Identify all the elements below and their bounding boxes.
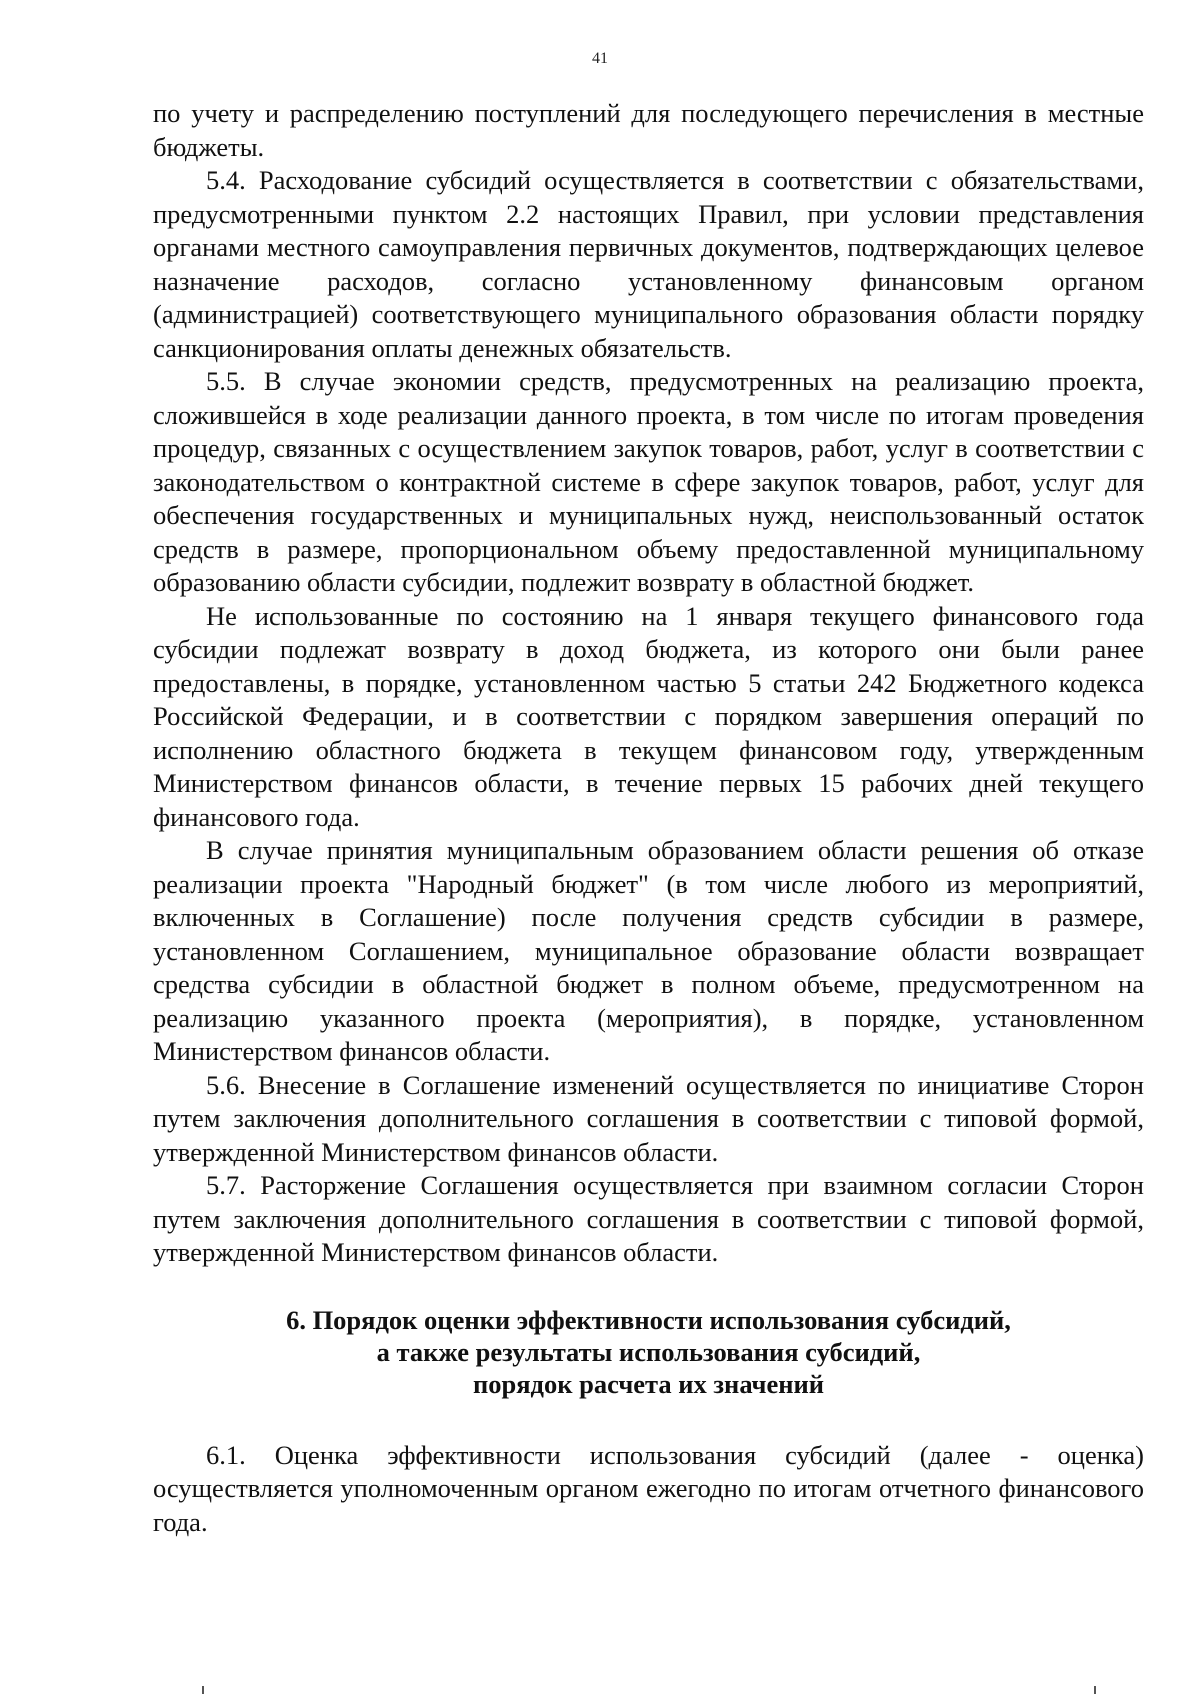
paragraph-continuation: по учету и распределению поступлений для последующего перечисления в местные бюджеты. [153, 98, 1144, 162]
paragraph-5-7: 5.7. Расторжение Соглашения осуществляется при взаимном согласии Сторон путем заключения дополнительного соглашения в соответствии с типовой формой, утвержденной Министерством финансов области. [153, 1170, 1144, 1267]
paragraph-5-4: 5.4. Расходование субсидий осуществляется в соответствии с обязательствами, предусмотренными пунктом 2.2 настоящих Правил, при условии представления органами местного самоуправления первичных документов, подтверждающих целевое назначение расходов, согласно установленному финансовым органом (администрацией) соответствующего муниципального образования области порядку санкционирования оплаты денежных обязательств. [153, 165, 1144, 363]
scan-mark-left [202, 1686, 204, 1694]
paragraph-6-1: 6.1. Оценка эффективности использования субсидий (далее - оценка) осуществляется уполномоченным органом ежегодно по итогам отчетного финансового года. [153, 1439, 1144, 1537]
document-body [153, 97, 1144, 1539]
page-number: 41 [592, 50, 608, 67]
paragraph-unused-subsidies: Не использованные по состоянию на 1 января текущего финансового года субсидии подлежат возврату в доход бюджета, из которого они были ранее предоставлены, в порядке, установленном частью 5 статьи 242 Бюджетного кодекса Российской Федерации, и в соответствии с порядком завершения операций по исполнению областного бюджета в текущем финансовом году, утвержденным Министерством финансов области, в течение первых 15 рабочих дней текущего финансового года. [153, 600, 1144, 832]
paragraph-5-6: 5.6. Внесение в Соглашение изменений осуществляется по инициативе Сторон путем заключения дополнительного соглашения в соответствии с типовой формой, утвержденной Министерством финансов области. [153, 1069, 1144, 1167]
paragraph-project-refusal: В случае принятия муниципальным образованием области решения об отказе реализации проекта "Народный бюджет" (в том числе любого из мероприятий, включенных в Соглашение) после получения средств субсидии в размере, установленном Соглашением, муниципальное образование области возвращает средства субсидии в областной бюджет в полном объеме, предусмотренном на реализацию указанного проекта (мероприятия), в порядке, установленном Министерством финансов области. [153, 835, 1144, 1066]
section-heading-line-2: а также результаты использования субсидий, [376, 1336, 921, 1367]
section-heading-line-3: порядок расчета их значений [472, 1368, 825, 1399]
section-heading-line-1: 6. Порядок оценки эффективности использования субсидий, [286, 1304, 1011, 1335]
paragraph-5-5: 5.5. В случае экономии средств, предусмотренных на реализацию проекта, сложившейся в ходе реализации данного проекта, в том числе по итогам проведения процедур, связанных с осуществлением закупок товаров, работ, услуг в соответствии с законодательством о контрактной системе в сфере закупок товаров, работ, услуг для обеспечения государственных и муниципальных нужд, неиспользованный остаток средств в размере, пропорциональном объему предоставленной муниципальному образованию области субсидии, подлежит возврату в областной бюджет. [153, 366, 1144, 597]
section-heading [153, 1304, 1144, 1400]
scan-mark-right [1094, 1686, 1096, 1694]
